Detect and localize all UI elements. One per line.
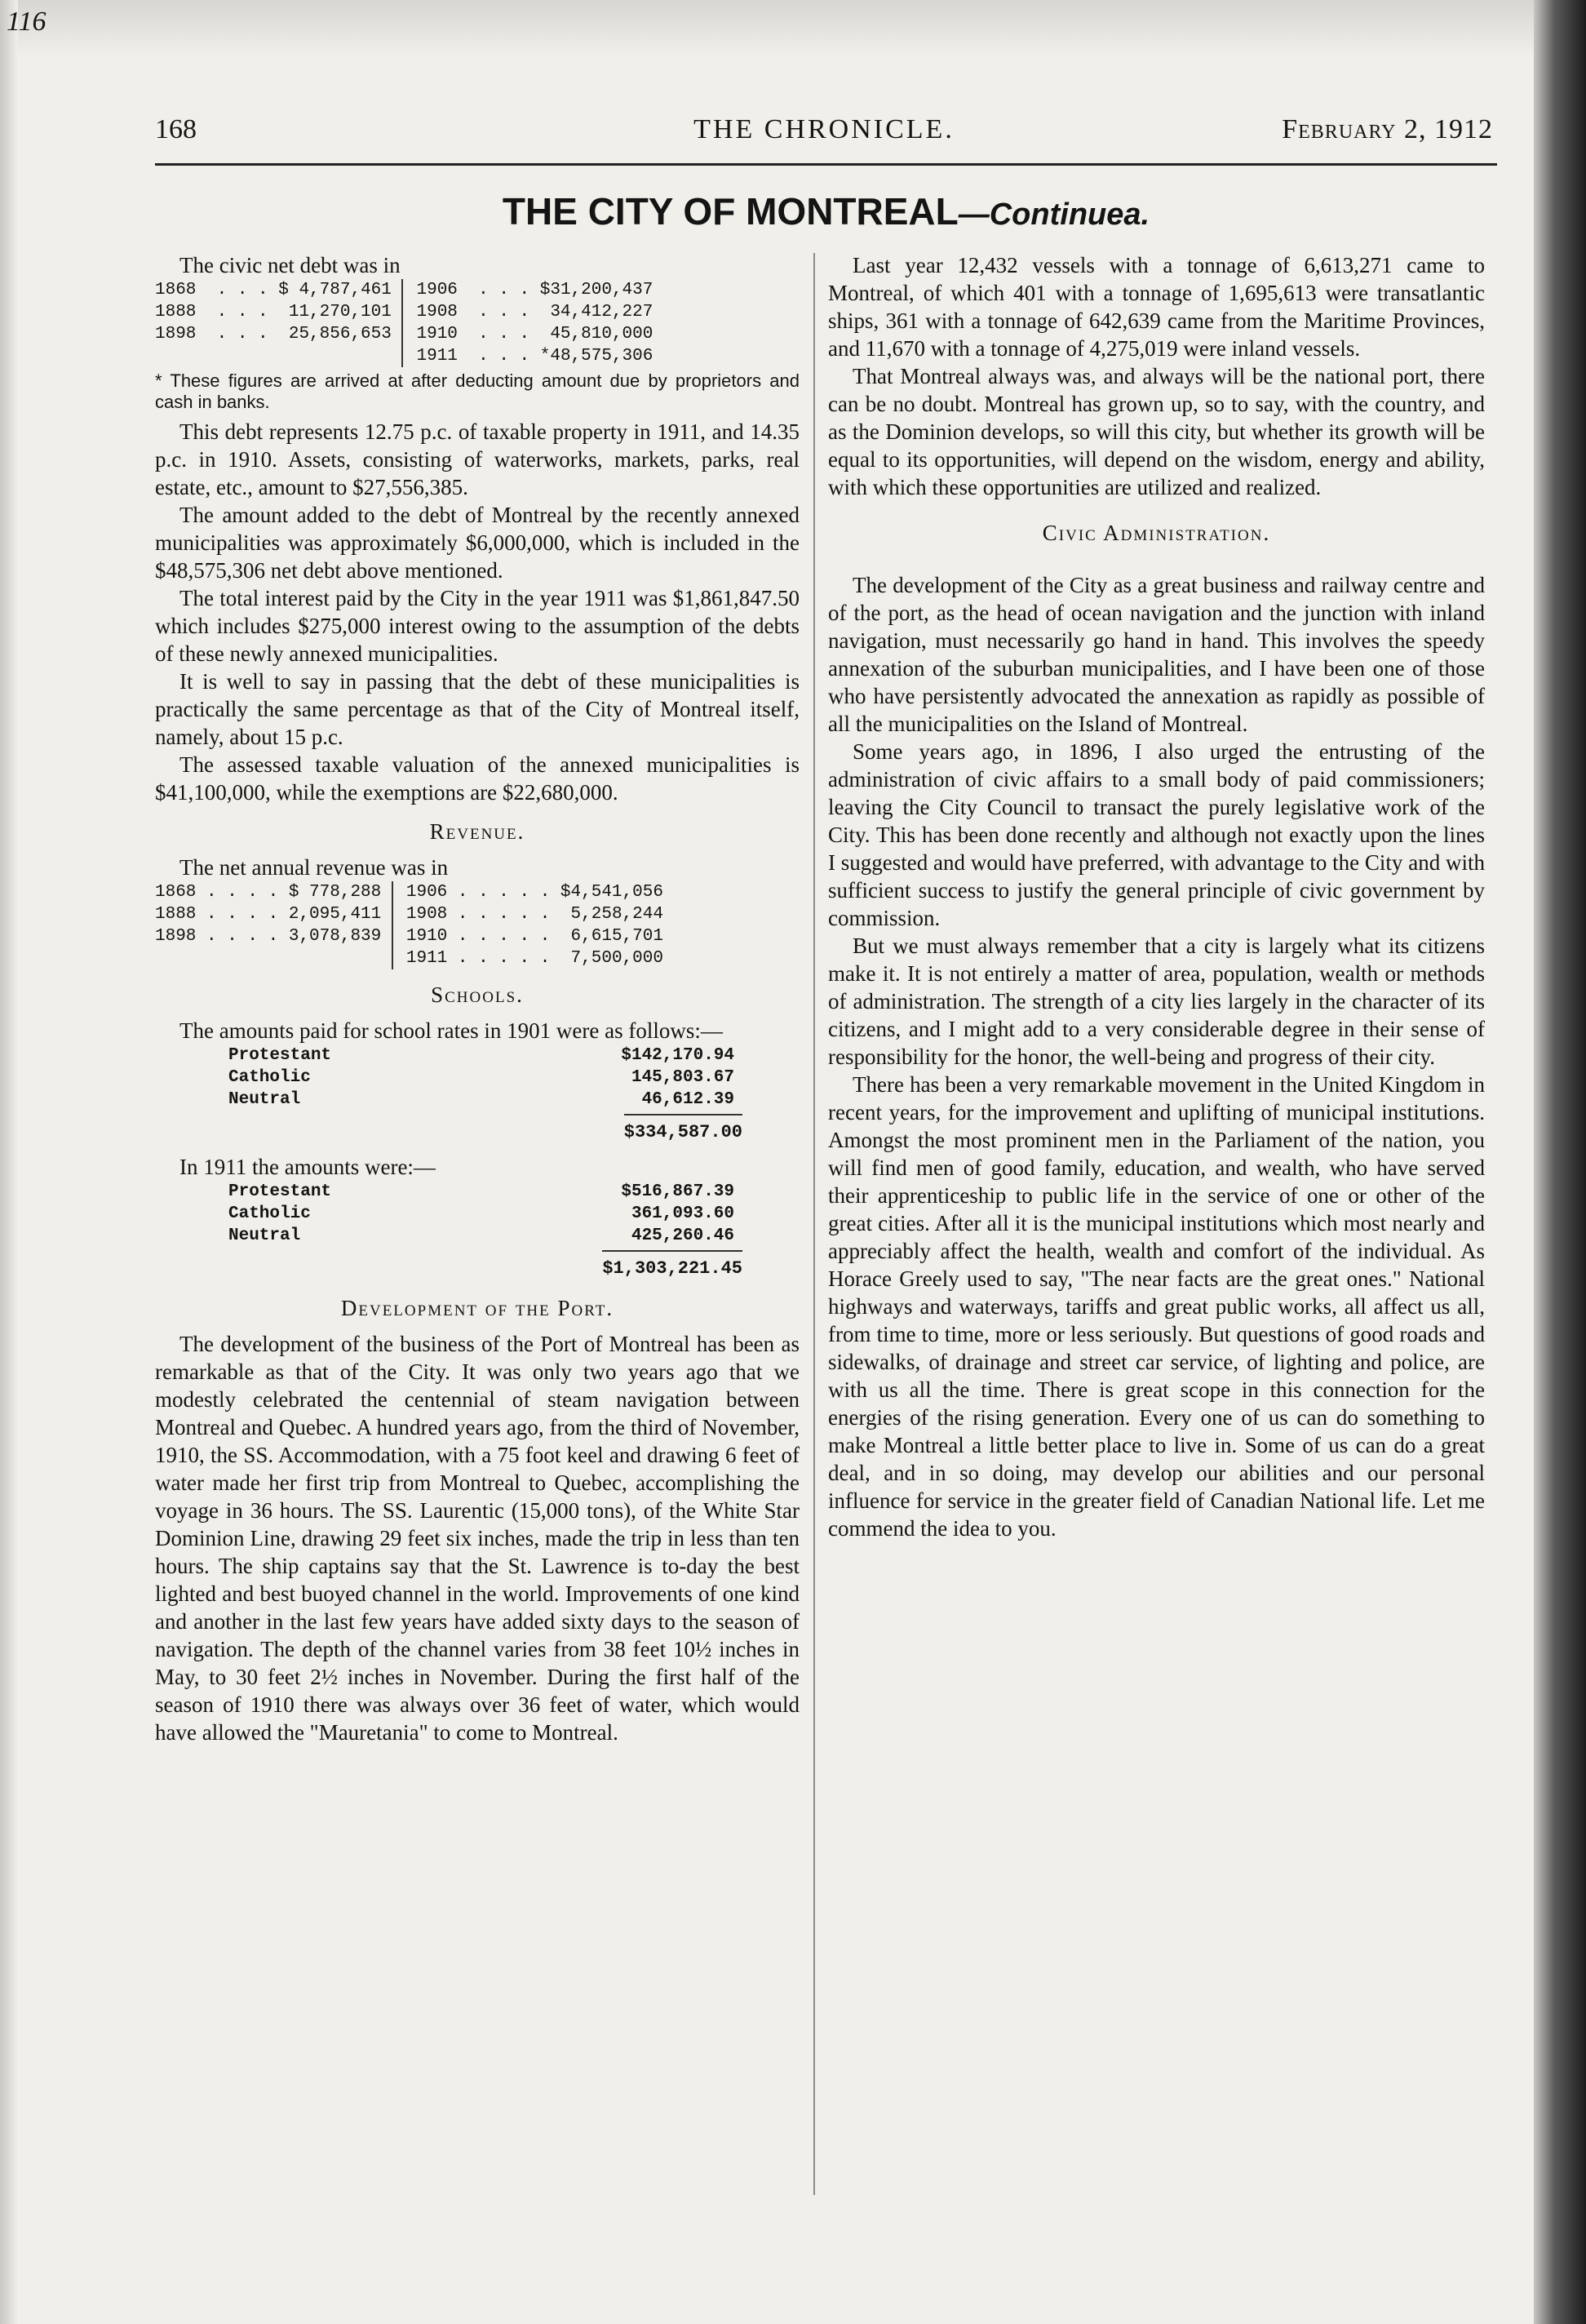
debt-table (155, 279, 653, 367)
school-label: Catholic (228, 1204, 311, 1223)
table-row: 1888 . . . . 2,095,411 1908 . . . . . 5,258,244 (155, 905, 663, 924)
table-row: 1868 . . . $ 4,787,461 1906 . . . $31,200,437 (155, 281, 653, 299)
debt-value: $ 4,787,461 (278, 281, 392, 299)
total-value: $1,303,221.45 (602, 1250, 742, 1283)
issue-date: February 2, 1912 (1282, 114, 1493, 144)
table-row (228, 1203, 734, 1225)
paragraph: The total interest paid by the City in the year 1911 was $1,861,847.50 which includes $275,000 interest owing to the assumption of the debts of these newly annexed municipalities. (155, 586, 800, 666)
table-row: 1888 . . . 11,270,101 1908 . . . 34,412,227 (155, 303, 653, 322)
running-header (155, 114, 1493, 155)
paragraph: That Montreal always was, and always will be the national port, there can be no doubt. Montreal has grown up, so to say, with the country, and as the Dominion develops, so will this city, but whether its growth will be equal to its opportunities, will depend on the wisdom, energy and ability, with which these opportunities are utilized and realized. (828, 364, 1485, 499)
table-row (228, 1044, 734, 1067)
revenue-year: 1910 (405, 927, 448, 946)
right-column (828, 251, 1485, 1542)
school-label: Neutral (228, 1226, 301, 1245)
debt-year: 1911 (416, 347, 458, 366)
publication-title: THE CHRONICLE. (693, 114, 955, 144)
table-row: 1911 . . . *48,575,306 (155, 345, 653, 367)
school-label: Protestant (228, 1046, 332, 1065)
corner-page-number: 116 (7, 7, 47, 37)
school-value: 425,260.46 (631, 1226, 734, 1245)
paragraph: There has been a very remarkable movement in the United Kingdom in recent years, for the improvement and uplifting of municipal institutions. Amongst the most prominent men in the Parliament of the nation, you will find men of good family, education, and wealth, who have served their apprenticeship to public life in the service of one or other of the great cities. After all it is the municipal institutions which most nearly and appreciably affect the health, wealth and comfort of the individual. As Horace Greely used to say, "The near facts are the great ones." National highways and waterways, tariffs and great public works, all affect us all, from time to time, more or less seriously. But questions of good roads and sidewalks, of drainage and street car service, of lighting and police, are with us all the time. There is great scope in this connection for the energies of the rising generation. Every one of us can do something to make Montreal a little better place to live in. Some of us can do a great deal, and in so doing, may develop our abilities and our personal influence for service in the greater field of Canadian National life. Let me commend the idea to you. (828, 1072, 1485, 1541)
schools-heading: Schools. (431, 982, 524, 1007)
paragraph: Some years ago, in 1896, I also urged the entrusting of the administration of civic affairs to a small body of paid commissioners; leaving the City Council to transact the purely legislative work of the City. This has been done recently and although not exactly upon the lines I suggested and would have preferred, with advantage to the City and with sufficient success to justify the general principle of civic government by commission. (828, 739, 1485, 930)
paragraph: The development of the business of the Port of Montreal has been as remarkable as that of the City. It was only two years ago that we modestly celebrated the centennial of steam navigation between Montreal and Quebec. A hundred years ago, from the third of November, 1910, the SS. Accommodation, with a 75 foot keel and drawing 6 feet of water made her first trip from Montreal to Quebec, accomplishing the voyage in 36 hours. The SS. Laurentic (15,000 tons), of the White Star Dominion Line, drawing 29 feet six inches, made the trip in less than ten hours. The ship captains say that the St. Lawrence is to-day the best lighted and best buoyed channel in the world. Improvements of one kind and another in the last few years have added sixty days to the season of navigation. The depth of the channel varies from 38 feet 10½ inches in May, to 30 feet 2½ inches in November. During the first half of the season of 1910 there was always over 36 feet of water, which would have allowed the "Mauretania" to come to Montreal. (155, 1332, 800, 1745)
debt-value: 45,810,000 (550, 325, 653, 344)
debt-footnote: * These figures are arrived at after deducting amount due by proprietors and cash in banks. (155, 370, 800, 412)
school-label: Neutral (228, 1090, 301, 1109)
school-value: 145,803.67 (631, 1068, 734, 1087)
paragraph: Last year 12,432 vessels with a tonnage of 6,613,271 came to Montreal, of which 401 with a tonnage of 1,695,613 were transatlantic ships, 361 with a tonnage of 642,639 came from the Maritime Provinces, and 11,670 with a tonnage of 4,275,019 were inland vessels. (828, 253, 1485, 361)
table-row: 1898 . . . 25,856,653 1910 . . . 45,810,000 (155, 325, 653, 344)
port-heading: Development of the Port. (340, 1296, 614, 1320)
debt-year: 1898 (155, 325, 197, 344)
paragraph: The development of the City as a great business and railway centre and of the port, as the head of ocean navigation and the junction with inland navigation, must necessarily go hand in hand. This involves the speedy annexation of the suburban municipalities, and I have been one of those who have persistently advocated the annexation as rapidly as possible of all the municipalities on the Island of Montreal. (828, 573, 1485, 736)
revenue-value: 2,095,411 (288, 905, 382, 924)
table-row: 1911 . . . . . 7,500,000 (155, 947, 663, 969)
debt-value: $31,200,437 (539, 281, 653, 299)
paragraph: It is well to say in passing that the debt of these municipalities is practically the same percentage as that of the City of Montreal itself, namely, about 15 p.c. (155, 669, 800, 749)
revenue-table (155, 881, 663, 969)
revenue-year: 1888 (155, 905, 197, 924)
school-value: 46,612.39 (641, 1090, 734, 1109)
revenue-intro: The net annual revenue was in (179, 855, 449, 880)
left-column (155, 251, 800, 1746)
schools-1911-total (155, 1250, 742, 1283)
table-row (228, 1067, 734, 1089)
scan-top-shading (0, 0, 1586, 57)
schools-intro: The amounts paid for school rates in 1901 were as follows:— (179, 1018, 723, 1043)
debt-year: 1908 (416, 303, 458, 322)
article-title-main: THE CITY OF MONTREAL (502, 190, 959, 233)
schools-1901-table (228, 1044, 734, 1111)
school-value: 361,093.60 (631, 1204, 734, 1223)
table-row (228, 1225, 734, 1247)
debt-year: 1868 (155, 281, 197, 299)
table-row (228, 1089, 734, 1111)
revenue-year: 1908 (405, 905, 448, 924)
revenue-year: 1911 (405, 949, 448, 968)
scan-dark-edge (1534, 0, 1586, 2324)
revenue-year: 1906 (405, 883, 448, 902)
debt-intro: The civic net debt was in (179, 253, 401, 277)
revenue-year: 1868 (155, 883, 197, 902)
school-label: Protestant (228, 1182, 332, 1201)
revenue-year: 1898 (155, 927, 197, 946)
table-row (228, 1181, 734, 1203)
paragraph: This debt represents 12.75 p.c. of taxable property in 1911, and 14.35 p.c. in 1910. Assets, consisting of waterworks, markets, parks, real estate, etc., amount to $27,556,385. (155, 419, 800, 499)
article-title-continued: —Continuea. (958, 197, 1150, 232)
revenue-value: 6,615,701 (570, 927, 663, 946)
debt-year: 1888 (155, 303, 197, 322)
revenue-value: $ 778,288 (288, 883, 382, 902)
table-row: 1898 . . . . 3,078,839 1910 . . . . . 6,615,701 (155, 927, 663, 946)
revenue-value: 7,500,000 (570, 949, 663, 968)
debt-value: *48,575,306 (539, 347, 653, 366)
header-rule (155, 163, 1497, 166)
debt-year: 1910 (416, 325, 458, 344)
school-value: $516,867.39 (621, 1182, 734, 1201)
debt-value: 34,412,227 (550, 303, 653, 322)
paragraph: The assessed taxable valuation of the annexed municipalities is $41,100,000, while the exemptions are $22,680,000. (155, 752, 800, 805)
table-row: 1868 . . . . $ 778,288 1906 . . . . . $4,541,056 (155, 883, 663, 902)
column-divider (813, 253, 815, 2195)
debt-value: 11,270,101 (288, 303, 392, 322)
school-label: Catholic (228, 1068, 311, 1087)
revenue-heading: Revenue. (429, 819, 525, 844)
revenue-value: 3,078,839 (288, 927, 382, 946)
revenue-value: 5,258,244 (570, 905, 663, 924)
revenue-value: $4,541,056 (560, 883, 663, 902)
page-number: 168 (155, 114, 197, 144)
debt-value: 25,856,653 (288, 325, 392, 344)
paragraph: The amount added to the debt of Montreal by the recently annexed municipalities was approximately $6,000,000, which is included in the $48,575,306 net debt above mentioned. (155, 503, 800, 583)
schools-1901-total (155, 1114, 742, 1146)
school-value: $142,170.94 (621, 1046, 734, 1065)
article-title (155, 189, 1497, 233)
scan-left-shading (0, 0, 18, 2324)
schools-1911-intro: In 1911 the amounts were:— (179, 1155, 436, 1179)
civic-heading: Civic Administration. (1042, 521, 1271, 545)
paragraph: But we must always remember that a city is largely what its citizens make it. It is not entirely a matter of area, population, wealth or methods of administration. The strength of a city lies largely in the character of its citizens, and I might add to a very considerable degree in their sense of responsibility for the honor, the well-being and progress of their city. (828, 934, 1485, 1069)
schools-1911-table (228, 1181, 734, 1247)
debt-year: 1906 (416, 281, 458, 299)
total-value: $334,587.00 (624, 1114, 742, 1146)
